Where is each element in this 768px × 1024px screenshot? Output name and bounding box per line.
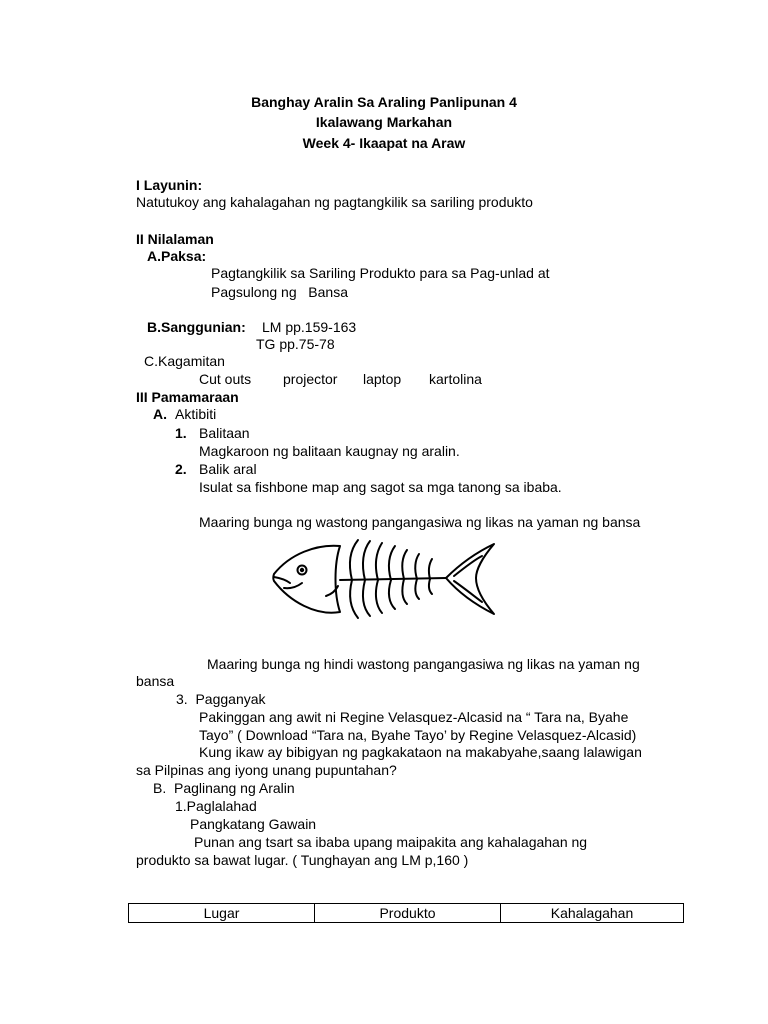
item-number: 2. [175, 461, 187, 477]
kagamitan-item: kartolina [429, 371, 482, 387]
nilalaman-heading: II Nilalaman [136, 231, 214, 247]
paksa-line-1: Pagtangkilik sa Sariling Produkto para sa Pag-unlad at [211, 265, 550, 281]
pagganyak-line: Tayo” ( Download “Tara na, Byahe Tayo’ by Regine Velasquez-Alcasid) [199, 727, 637, 743]
paksa-label: A.Paksa: [147, 248, 207, 264]
paglalahad-line: produkto sa bawat lugar. ( Tunghayan ang LM p,160 ) [136, 852, 469, 868]
sanggunian-label: B.Sanggunian: [147, 319, 246, 335]
column-header-lugar: Lugar [129, 904, 315, 923]
kagamitan-item: projector [283, 371, 338, 387]
fishbone-icon [268, 536, 500, 622]
doc-subtitle-week: Week 4- Ikaapat na Araw [302, 135, 466, 151]
fishbone-bottom-caption-cont: bansa [136, 673, 175, 689]
pagganyak-line: Pakinggan ang awit ni Regine Velasquez-Alcasid na “ Tara na, Byahe [199, 709, 629, 725]
fishbone-bottom-caption: Maaring bunga ng hindi wastong pangangasiwa ng likas na yaman ng [207, 656, 640, 672]
pagganyak-line: sa Pilpinas ang iyong unang pupuntahan? [136, 762, 397, 778]
paksa-line-2: Pagsulong ng Bansa [211, 284, 348, 300]
paglalahad-line: Punan ang tsart sa ibaba upang maipakita ang kahalagahan ng [194, 834, 588, 850]
table-header-row [129, 904, 684, 923]
balitaan-label: Balitaan [199, 425, 250, 441]
pagganyak-line: Kung ikaw ay bibigyan ng pagkakataon na makabyahe,saang lalawigan [199, 744, 642, 760]
doc-title: Banghay Aralin Sa Araling Panlipunan 4 [251, 94, 517, 110]
kagamitan-item: Cut outs [199, 371, 252, 387]
balitaan-text: Magkaroon ng balitaan kaugnay ng aralin. [199, 443, 460, 459]
product-chart-table [128, 903, 684, 923]
aktibiti-marker: A. [153, 406, 167, 422]
column-header-produkto: Produkto [315, 904, 501, 923]
pamamaraan-heading: III Pamamaraan [136, 389, 239, 405]
fishbone-top-caption: Maaring bunga ng wastong pangangasiwa ng likas na yaman ng bansa [199, 514, 641, 530]
paglinang-label: B. Paglinang ng Aralin [153, 780, 295, 796]
doc-subtitle-quarter: Ikalawang Markahan [315, 114, 453, 130]
kagamitan-label: C.Kagamitan [144, 353, 225, 369]
pangkatang-gawain-label: Pangkatang Gawain [190, 816, 317, 832]
layunin-text: Natutukoy ang kahalagahan ng pagtangkilik sa sariling produkto [136, 194, 533, 210]
item-number: 1. [175, 425, 187, 441]
layunin-heading: I Layunin: [136, 177, 203, 193]
paglalahad-label: 1.Paglalahad [175, 798, 257, 814]
balik-aral-label: Balik aral [199, 461, 257, 477]
column-header-kahalagahan: Kahalagahan [501, 904, 684, 923]
kagamitan-item: laptop [363, 371, 402, 387]
sanggunian-tg: TG pp.75-78 [256, 336, 335, 352]
aktibiti-label: Aktibiti [175, 406, 217, 422]
pagganyak-label: 3. Pagganyak [176, 691, 266, 707]
sanggunian-lm: LM pp.159-163 [262, 319, 357, 335]
balik-aral-text: Isulat sa fishbone map ang sagot sa mga tanong sa ibaba. [199, 479, 562, 495]
